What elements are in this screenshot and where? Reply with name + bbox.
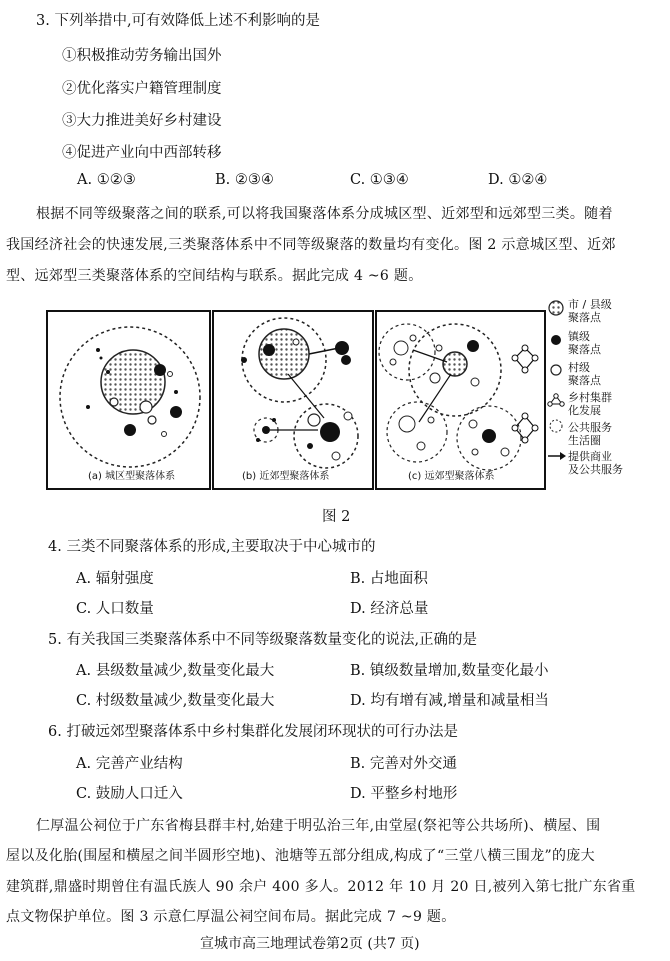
village-icon — [140, 401, 152, 413]
town-icon — [551, 335, 561, 345]
town-icon — [262, 426, 270, 434]
village-icon — [399, 416, 415, 432]
page-footer: 宣城市高三地理试卷第2页 (共7 页) — [200, 936, 420, 952]
q3-option-c: C. ①③④ — [350, 172, 409, 188]
q4-option-d: D. 经济总量 — [350, 601, 429, 617]
q6-stem: 6. 打破远郊型聚落体系中乡村集群化发展闭环现状的可行办法是 — [48, 724, 458, 740]
q4-option-b: B. 占地面积 — [350, 571, 428, 587]
village-icon — [110, 398, 118, 406]
legend-label-service: 公共服务 生活圈 — [568, 421, 612, 447]
legend-label-arrow: 提供商业 及公共服务 — [568, 450, 623, 476]
village-icon — [551, 365, 561, 375]
urban-diagram — [48, 312, 209, 488]
caption-far-suburban: (c) 远郊型聚落体系 — [408, 471, 495, 482]
intro1-line-3: 型、远郊型三类聚落体系的空间结构与联系。据此完成 4 ~6 题。 — [6, 268, 423, 284]
city-county-icon — [549, 301, 563, 315]
village-icon — [394, 341, 408, 355]
near-suburban-diagram — [214, 312, 372, 488]
q5-option-b: B. 镇级数量增加,数量变化最小 — [350, 663, 549, 679]
intro2-line-1: 仁厚温公祠位于广东省梅县群丰村,始建于明弘治三年,由堂屋(祭祀等公共场所)、横屋、围 — [36, 818, 601, 834]
town-icon — [263, 344, 275, 356]
figure-label: 图 2 — [322, 509, 351, 525]
intro2-line-4: 点文物保护单位。图 3 示意仁厚温公祠空间布局。据此完成 7 ~9 题。 — [6, 909, 456, 925]
far-suburban-diagram — [377, 312, 544, 488]
q3-stem: 3. 下列举措中,可有效降低上述不利影响的是 — [36, 13, 321, 29]
q3-item-1: ①积极推动劳务输出国外 — [62, 48, 222, 64]
q4-stem: 4. 三类不同聚落体系的形成,主要取决于中心城市的 — [48, 539, 376, 555]
service-circle-icon — [550, 420, 562, 432]
q3-item-2: ②优化落实户籍管理制度 — [62, 81, 222, 97]
q3-option-d: D. ①②④ — [488, 172, 548, 188]
village-icon — [430, 373, 440, 383]
village-icon — [308, 414, 320, 426]
panel-near-suburban — [212, 310, 374, 490]
q3-item-3: ③大力推进美好乡村建设 — [62, 113, 222, 129]
q6-option-a: A. 完善产业结构 — [76, 756, 183, 772]
q5-option-d: D. 均有增有减,增量和减量相当 — [350, 693, 549, 709]
town-icon — [154, 364, 166, 376]
q5-option-a: A. 县级数量减少,数量变化最大 — [76, 663, 275, 679]
q6-option-c: C. 鼓励人口迁入 — [76, 786, 183, 802]
legend-icons — [546, 300, 568, 490]
intro1-line-2: 我国经济社会的快速发展,三类聚落体系中不同等级聚落的数量均有变化。图 2 示意城区型、近郊 — [6, 237, 616, 253]
intro2-line-2: 屋以及化胎(围屋和横屋之间半圆形空地)、池塘等五部分组成,构成了“三堂八横三围龙”的庞大 — [6, 848, 595, 864]
q6-option-d: D. 平整乡村地形 — [350, 786, 458, 802]
town-icon — [170, 406, 182, 418]
city-county-icon — [443, 352, 467, 376]
panel-urban — [46, 310, 211, 490]
legend-label-town: 镇级 聚落点 — [568, 330, 601, 356]
intro1-line-1: 根据不同等级聚落之间的联系,可以将我国聚落体系分成城区型、近郊型和远郊型三类。随着 — [36, 206, 613, 222]
legend-label-city: 市 / 县级 聚落点 — [568, 298, 612, 324]
legend-label-cluster: 乡村集群 化发展 — [568, 391, 612, 417]
panel-far-suburban — [375, 310, 546, 490]
town-icon — [124, 424, 136, 436]
q4-option-a: A. 辐射强度 — [76, 571, 154, 587]
q3-option-b: B. ②③④ — [215, 172, 274, 188]
caption-urban: (a) 城区型聚落体系 — [88, 471, 176, 482]
caption-near-suburban: (b) 近郊型聚落体系 — [242, 471, 330, 482]
town-icon — [467, 340, 479, 352]
town-icon — [482, 429, 496, 443]
village-icon — [148, 416, 156, 424]
service-circle-icon — [387, 402, 447, 462]
q4-option-c: C. 人口数量 — [76, 601, 154, 617]
town-icon — [320, 422, 340, 442]
q5-option-c: C. 村级数量减少,数量变化最大 — [76, 693, 275, 709]
legend-label-village: 村级 聚落点 — [568, 361, 601, 387]
intro2-line-3: 建筑群,鼎盛时期曾住有温氏族人 90 余户 400 多人。2012 年 10 月 20 日,被列入第七批广东省重 — [6, 879, 636, 895]
q5-stem: 5. 有关我国三类聚落体系中不同等级聚落数量变化的说法,正确的是 — [48, 632, 478, 648]
q6-option-b: B. 完善对外交通 — [350, 756, 457, 772]
q3-option-a: A. ①②③ — [77, 172, 136, 188]
q3-item-4: ④促进产业向中西部转移 — [62, 145, 222, 161]
